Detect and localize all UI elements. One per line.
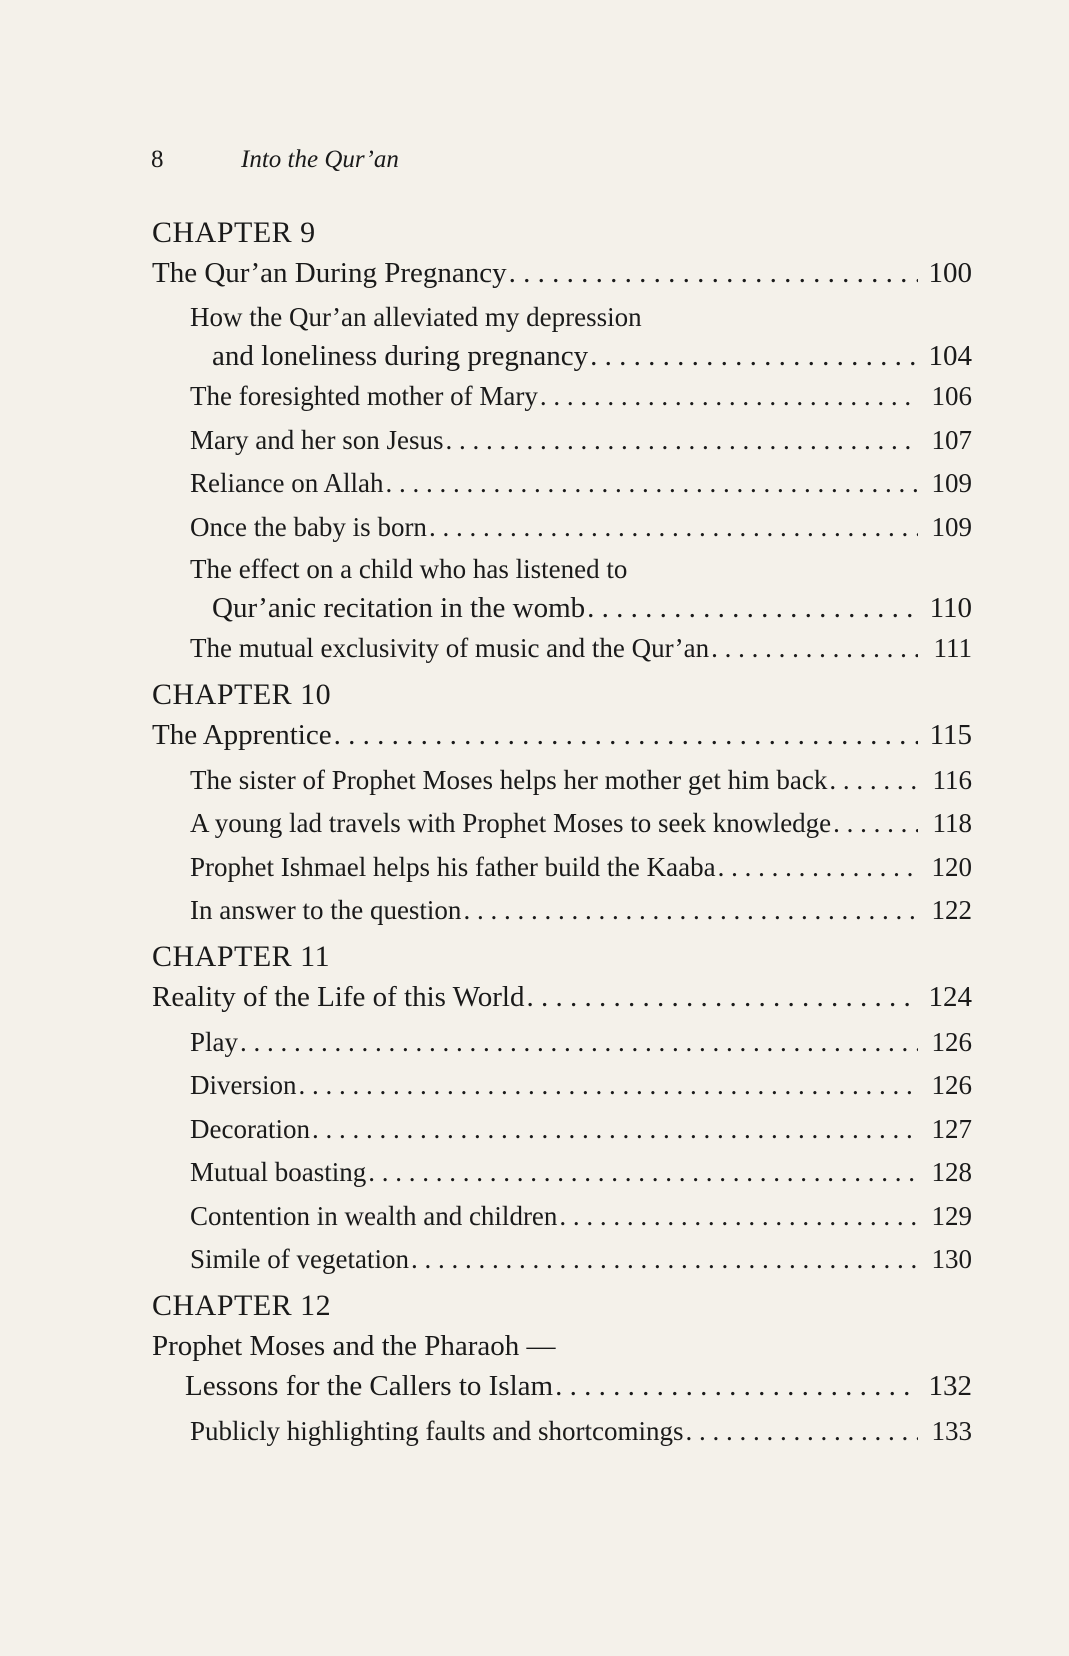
leader-dots: [587, 589, 918, 627]
section-title: In answer to the question: [190, 895, 462, 925]
page-ref: 118: [932, 808, 972, 838]
toc-section[interactable]: [152, 759, 972, 803]
chapter-label: CHAPTER 10: [152, 677, 332, 711]
toc-section[interactable]: [152, 1108, 972, 1152]
section-title: Decoration: [190, 1113, 310, 1144]
toc-section[interactable]: [152, 1195, 972, 1239]
section-title: Reliance on Allah: [190, 468, 384, 498]
leader-dots: [429, 506, 918, 550]
chapter-title-entry[interactable]: [152, 1326, 972, 1406]
page-ref: 115: [929, 718, 972, 751]
leader-dots: [711, 627, 918, 671]
chapter-label: CHAPTER 9: [152, 216, 316, 249]
page-ref: 107: [931, 424, 972, 455]
section-title: The mutual exclusivity of music and the Qur’an: [190, 633, 710, 663]
page-ref: 127: [931, 1113, 972, 1144]
chapter-title-line2: Lessons for the Callers to Islam: [185, 1369, 554, 1402]
page-ref: 120: [931, 851, 972, 882]
page-number: 8: [151, 146, 164, 173]
page-ref: 109: [931, 468, 972, 498]
section-title-line1: The effect on a child who has listened to: [190, 554, 628, 584]
section-title: The sister of Prophet Moses helps her mother get him back: [190, 764, 828, 795]
section-title-line2: Qur’anic recitation in the womb: [212, 592, 586, 624]
leader-dots: [509, 253, 918, 293]
section-title: Mutual boasting: [190, 1157, 367, 1187]
running-title: Into the Qur’an: [241, 146, 399, 173]
toc-section[interactable]: [152, 375, 972, 419]
toc-section[interactable]: [152, 462, 972, 506]
page-ref: 129: [931, 1200, 972, 1231]
toc-section[interactable]: [152, 802, 972, 846]
leader-dots: [590, 337, 918, 375]
table-of-contents: [152, 213, 972, 1457]
page-ref: 110: [929, 592, 972, 624]
leader-dots: [829, 759, 918, 803]
page-ref: 100: [928, 257, 972, 289]
chapter-label: CHAPTER 12: [152, 1288, 332, 1322]
chapter-title: Reality of the Life of this World: [152, 980, 525, 1013]
toc-section[interactable]: [152, 1151, 972, 1195]
leader-dots: [685, 1410, 918, 1454]
section-title: Once the baby is born: [190, 511, 427, 542]
page-ref: 132: [928, 1369, 972, 1402]
section-title: Publicly highlighting faults and shortcomings: [190, 1415, 684, 1446]
leader-dots: [312, 1108, 918, 1152]
page-ref: 126: [931, 1070, 972, 1100]
section-title: Play: [190, 1026, 239, 1057]
toc-section[interactable]: [152, 549, 972, 627]
toc-section[interactable]: [152, 1410, 972, 1454]
section-title: Contention in wealth and children: [190, 1200, 558, 1231]
page-ref: 116: [932, 764, 972, 795]
page-ref: 133: [931, 1415, 972, 1446]
toc-section[interactable]: [152, 419, 972, 463]
toc-section[interactable]: [152, 506, 972, 550]
chapter-title-entry[interactable]: [152, 977, 972, 1017]
page-ref: 124: [928, 980, 972, 1013]
section-title: Prophet Ishmael helps his father build the Kaaba: [190, 851, 716, 882]
chapter-title-entry[interactable]: [152, 715, 972, 755]
page-ref: 128: [931, 1157, 972, 1187]
section-title: The foresighted mother of Mary: [190, 381, 538, 411]
toc-section[interactable]: [152, 1064, 972, 1108]
chapter-12: [152, 1286, 972, 1454]
leader-dots: [833, 802, 918, 846]
leader-dots: [718, 846, 918, 890]
page-ref: 111: [933, 633, 972, 663]
leader-dots: [385, 462, 918, 506]
section-title: A young lad travels with Prophet Moses to seek knowledge: [190, 808, 832, 838]
page-ref: 122: [931, 895, 972, 925]
toc-section[interactable]: [152, 846, 972, 890]
chapter-title-entry[interactable]: [152, 253, 972, 293]
toc-section[interactable]: [152, 1238, 972, 1282]
chapter-title: The Apprentice: [152, 718, 332, 751]
leader-dots: [368, 1151, 918, 1195]
toc-section[interactable]: [152, 889, 972, 933]
leader-dots: [298, 1064, 918, 1108]
chapter-10: [152, 675, 972, 933]
toc-section[interactable]: [152, 297, 972, 375]
page-ref: 106: [931, 381, 972, 411]
chapter-11: [152, 937, 972, 1282]
page-ref: 109: [931, 511, 972, 542]
running-header: [151, 146, 399, 174]
chapter-title: The Qur’an During Pregnancy: [152, 257, 507, 289]
chapter-9: [152, 213, 972, 671]
section-title-line1: How the Qur’an alleviated my depression: [190, 302, 642, 332]
section-title: Simile of vegetation: [190, 1244, 409, 1274]
section-title: Mary and her son Jesus: [190, 424, 444, 455]
toc-section[interactable]: [152, 1021, 972, 1065]
section-title: Diversion: [190, 1070, 297, 1100]
chapter-title-line1: Prophet Moses and the Pharaoh —: [152, 1329, 556, 1362]
page-ref: 126: [931, 1026, 972, 1057]
leader-dots: [240, 1021, 918, 1065]
leader-dots: [559, 1195, 918, 1239]
leader-dots: [463, 889, 918, 933]
leader-dots: [411, 1238, 918, 1282]
page-ref: 130: [931, 1244, 972, 1274]
leader-dots: [555, 1366, 918, 1406]
leader-dots: [526, 977, 918, 1017]
page-ref: 104: [928, 340, 972, 372]
section-title-line2: and loneliness during pregnancy: [212, 340, 589, 372]
leader-dots: [445, 419, 918, 463]
leader-dots: [334, 715, 918, 755]
toc-section[interactable]: [152, 627, 972, 671]
chapter-label: CHAPTER 11: [152, 939, 331, 973]
leader-dots: [540, 375, 918, 419]
